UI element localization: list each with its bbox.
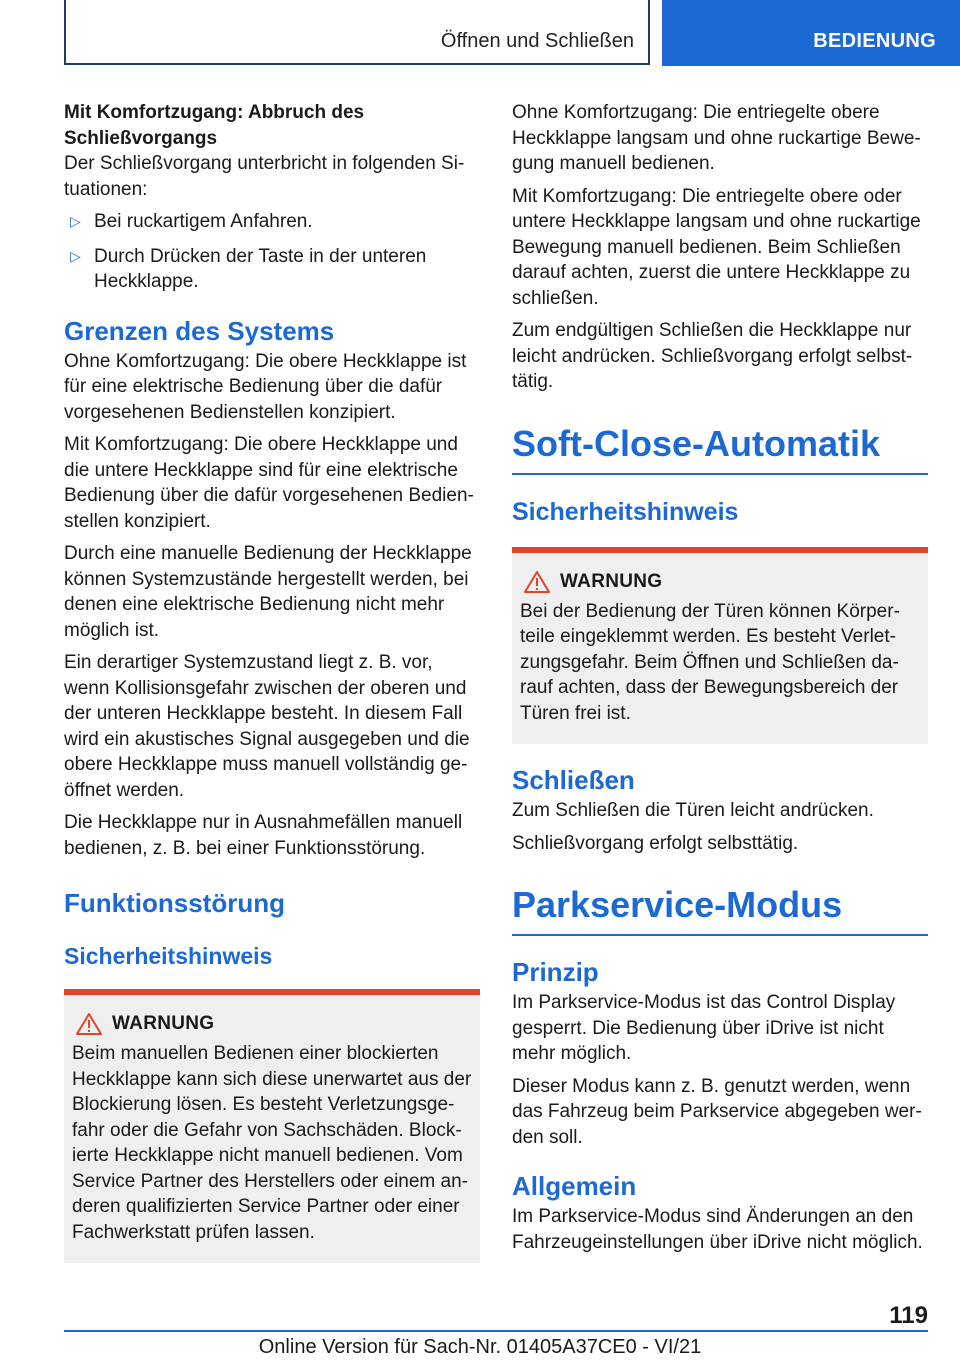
footer-divider (64, 1330, 928, 1332)
heading-sicherheitshinweis: Sicherheitshinweis (64, 943, 273, 969)
paragraph: Zum Schließen die Türen leicht andrücken. (512, 800, 874, 821)
chapter-title: Öffnen und Schließen (440, 30, 634, 52)
paragraph: Der Schließvorgang unterbricht in folgenden Si-tuationen: (64, 153, 465, 200)
warning-triangle-icon (524, 571, 550, 593)
paragraph: Ohne Komfortzugang: Die entriegelte obere Heckklappe langsam und ohne ruckartige Bewe-gung manuell bedienen. (512, 102, 921, 174)
footer-online-version: Online Version für Sach-Nr. 01405A37CE0 - VI/21 (258, 1336, 702, 1358)
list-item: ▷ Bei ruckartigem Anfahren. (64, 209, 480, 235)
heading-funktionsstoerung: Funktionsstörung (64, 888, 285, 918)
triangle-bullet-icon: ▷ (70, 213, 81, 229)
warning-title: WARNUNG (560, 570, 663, 592)
paragraph: Schließvorgang erfolgt selbsttätig. (512, 832, 799, 854)
paragraph: Mit Komfortzugang: Die entriegelte obere oder untere Heckklappe langsam und ohne ruckartige Bewegung manuell bedienen. Beim Schließen darauf achten, zuerst die untere Heckklappe zu schließen. (512, 185, 921, 309)
paragraph: Die Heckklappe nur in Ausnahmefällen manuell bedienen, z. B. bei einer Funktionsstörung. (64, 812, 463, 859)
right-column (512, 100, 928, 1262)
heading-soft-close: Soft-Close-Automatik (512, 423, 928, 475)
warning-header (76, 1013, 472, 1035)
heading-grenzen: Grenzen des Systems (64, 315, 335, 346)
left-column (64, 100, 480, 1277)
warning-title: WARNUNG (112, 1013, 215, 1034)
section-tab[interactable] (662, 0, 960, 66)
page-number: 119 (889, 1302, 928, 1329)
heading-schliessen: Schließen (512, 765, 635, 795)
bullet-list (64, 209, 480, 295)
paragraph: Ohne Komfortzugang: Die obere Heckklappe ist für eine elektrische Bedienung über die dafür vorgesehenen Bedienstellen konzipiert. (64, 350, 467, 423)
page-header (0, 0, 960, 66)
chapter-header-box (64, 0, 650, 65)
subheading-abbruch: Mit Komfortzugang: Abbruch des Schließvorgangs (64, 102, 365, 149)
paragraph: Zum endgültigen Schließen die Heckklappe nur leicht andrücken. Schließvorgang erfolgt selbst-tätig. (512, 320, 913, 392)
warning-triangle-icon (76, 1013, 102, 1035)
warning-header (524, 571, 920, 593)
paragraph: Dieser Modus kann z. B. genutzt werden, wenn das Fahrzeug beim Parkservice abgegeben wer-den soll. (512, 1075, 922, 1148)
warning-text: Bei der Bedienung der Türen können Körper-teile eingeklemmt werden. Es besteht Verlet-zungsgefahr. Beim Öffnen und Schließen da-rauf achten, dass der Bewegungsbereich der Türen frei ist. (520, 600, 900, 724)
heading-parkservice: Parkservice-Modus (512, 884, 928, 936)
paragraph: Im Parkservice-Modus ist das Control Display gesperrt. Die Bedienung über iDrive ist nicht mehr möglich. (512, 992, 896, 1064)
section-tab-label: BEDIENUNG (813, 30, 936, 52)
heading-prinzip: Prinzip (512, 957, 599, 987)
paragraph: Im Parkservice-Modus sind Änderungen an den Fahrzeugeinstellungen über iDrive nicht möglich. (512, 1206, 923, 1253)
heading-sicherheitshinweis: Sicherheitshinweis (512, 497, 739, 526)
warning-box (64, 989, 480, 1263)
warning-text: Beim manuellen Bedienen einer blockierten Heckklappe kann sich diese unerwartet aus der Blockierung lösen. Es besteht Verletzungsge-fahr oder die Gefahr von Sachschäden. Block-ierte Heckklappe nicht manuell bedienen. Vom Service Partner des Herstellers oder einem an-deren qualifizierten Service Partner oder einer Fachwerkstatt prüfen lassen. (72, 1043, 472, 1243)
paragraph: Ein derartiger Systemzustand liegt z. B. vor, wenn Kollisionsgefahr zwischen der oberen und der unteren Heckklappe besteht. In diesem Fall wird ein akustisches Signal ausgegeben und die obere Heckklappe muss manuell vollständig ge-öffnet werden. (64, 652, 470, 801)
heading-allgemein: Allgemein (512, 1171, 637, 1201)
paragraph: Durch eine manuelle Bedienung der Heckklappe können Systemzustände hergestellt werden, bei denen eine elektrische Bedienung nicht mehr möglich ist. (64, 543, 472, 641)
paragraph: Mit Komfortzugang: Die obere Heckklappe und die untere Heckklappe sind für eine elektrische Bedienung über die dafür vorgesehenen Bedien-stellen konzipiert. (64, 434, 474, 532)
triangle-bullet-icon: ▷ (70, 247, 81, 264)
list-item: ▷ Durch Drücken der Taste in der unteren Heckklappe. (70, 245, 427, 292)
warning-box (512, 547, 928, 745)
